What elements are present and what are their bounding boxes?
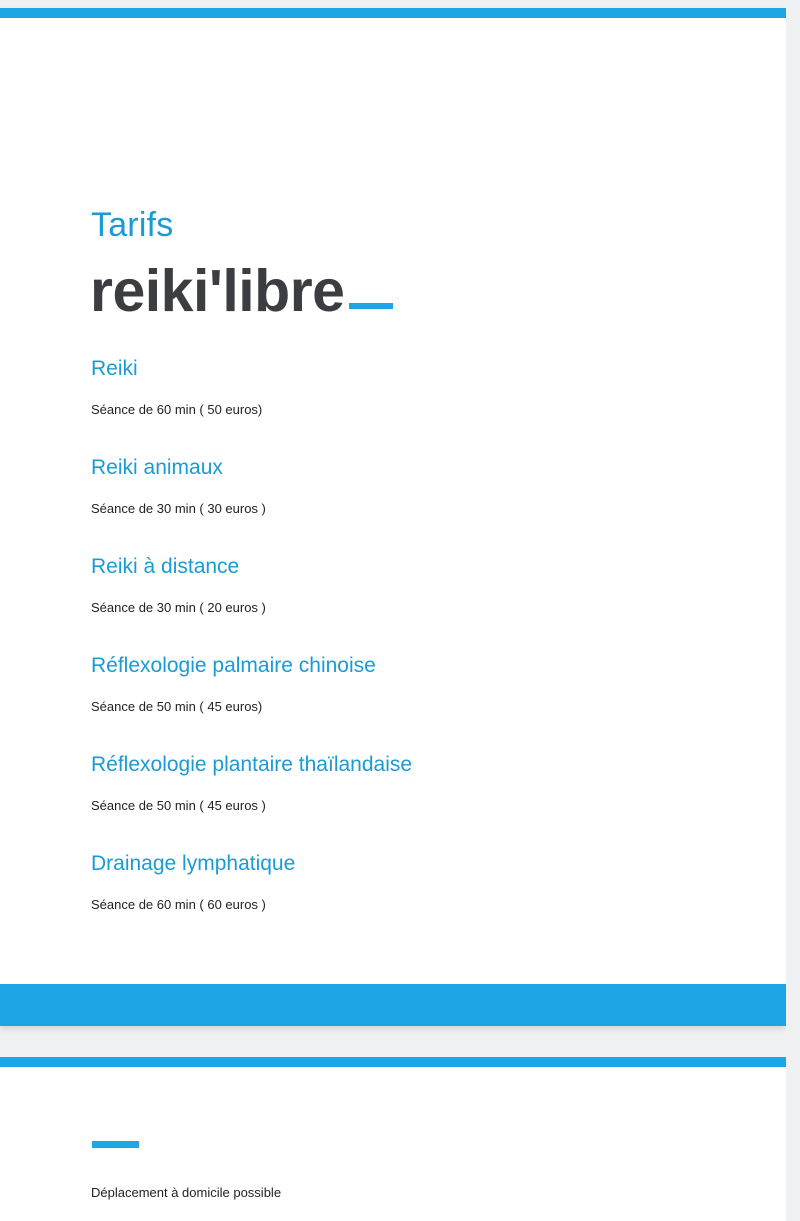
home-visit-note: Déplacement à domicile possible (91, 1185, 282, 1200)
service-description: Séance de 30 min ( 20 euros ) (91, 600, 266, 615)
service-description: Séance de 30 min ( 30 euros ) (91, 501, 266, 516)
brand-title-text: reiki'libre (90, 258, 345, 324)
brand-title (90, 258, 393, 324)
service-name: Reiki animaux (91, 456, 223, 479)
service-description: Séance de 60 min ( 50 euros) (91, 402, 263, 417)
service-item (91, 455, 266, 517)
service-name: Réflexologie plantaire thaïlandaise (91, 753, 413, 776)
section-eyebrow: Tarifs (91, 206, 174, 244)
page-scrollbar[interactable] (786, 0, 800, 1221)
card-top-border (0, 8, 786, 18)
service-name: Drainage lymphatique (91, 852, 296, 875)
card-bottom-band (0, 984, 786, 1026)
service-description: Séance de 50 min ( 45 euros ) (91, 798, 266, 813)
service-name: Réflexologie palmaire chinoise (91, 654, 376, 677)
service-item (91, 752, 412, 814)
service-item (91, 356, 262, 418)
service-item (91, 653, 376, 715)
pricing-card (0, 8, 786, 1026)
accent-dash (92, 1141, 139, 1148)
service-name: Reiki à distance (91, 555, 240, 578)
service-description: Séance de 60 min ( 60 euros ) (91, 897, 266, 912)
service-item (91, 554, 266, 616)
service-item (91, 851, 295, 913)
brand-underscore-accent (349, 303, 393, 309)
service-description: Séance de 50 min ( 45 euros) (91, 699, 263, 714)
info-card (0, 1057, 786, 1221)
service-name: Reiki (91, 357, 138, 380)
card-top-border (0, 1057, 786, 1067)
